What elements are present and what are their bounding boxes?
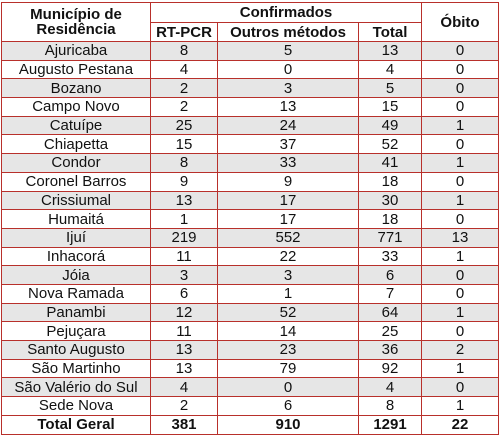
cell-total: 18 xyxy=(359,172,422,191)
cell-rt-pcr: 4 xyxy=(151,60,218,79)
cell-outros-metodos: 3 xyxy=(218,266,359,285)
table-row xyxy=(2,378,499,397)
cell-municipio: São Martinho xyxy=(2,359,151,378)
table-row xyxy=(2,42,499,61)
cell-obito: 1 xyxy=(422,191,499,210)
cell-outros-metodos: 3 xyxy=(218,79,359,98)
table-row xyxy=(2,303,499,322)
cell-rt-pcr: 12 xyxy=(151,303,218,322)
cell-municipio: Condor xyxy=(2,154,151,173)
cell-total: 49 xyxy=(359,116,422,135)
cell-rt-pcr: 2 xyxy=(151,79,218,98)
covid-cases-table xyxy=(1,2,499,435)
cell-municipio: Pejuçara xyxy=(2,322,151,341)
cell-obito: 1 xyxy=(422,397,499,416)
footer-rt-pcr: 381 xyxy=(151,415,218,434)
table-body xyxy=(2,42,499,416)
cell-obito: 1 xyxy=(422,116,499,135)
cell-outros-metodos: 37 xyxy=(218,135,359,154)
cell-municipio: Sede Nova xyxy=(2,397,151,416)
table-row xyxy=(2,266,499,285)
cell-obito: 0 xyxy=(422,284,499,303)
table-row xyxy=(2,284,499,303)
table-row xyxy=(2,359,499,378)
cell-total: 18 xyxy=(359,210,422,229)
cell-rt-pcr: 11 xyxy=(151,322,218,341)
table-row xyxy=(2,172,499,191)
cell-municipio: Bozano xyxy=(2,79,151,98)
cell-rt-pcr: 8 xyxy=(151,154,218,173)
cell-municipio: Ijuí xyxy=(2,228,151,247)
footer-label: Total Geral xyxy=(2,415,151,434)
cell-municipio: Santo Augusto xyxy=(2,341,151,360)
cell-rt-pcr: 13 xyxy=(151,341,218,360)
cell-rt-pcr: 13 xyxy=(151,359,218,378)
footer-outros-metodos: 910 xyxy=(218,415,359,434)
cell-rt-pcr: 1 xyxy=(151,210,218,229)
table-row xyxy=(2,397,499,416)
cell-outros-metodos: 22 xyxy=(218,247,359,266)
table-row xyxy=(2,116,499,135)
cell-outros-metodos: 552 xyxy=(218,228,359,247)
cell-total: 8 xyxy=(359,397,422,416)
table-row xyxy=(2,60,499,79)
table-row xyxy=(2,98,499,117)
cell-rt-pcr: 13 xyxy=(151,191,218,210)
table-row xyxy=(2,191,499,210)
cell-outros-metodos: 24 xyxy=(218,116,359,135)
cell-rt-pcr: 25 xyxy=(151,116,218,135)
cell-municipio: Humaitá xyxy=(2,210,151,229)
header-municipio: Município de Residência xyxy=(2,3,151,42)
covid-cases-table-container xyxy=(1,2,499,435)
cell-obito: 0 xyxy=(422,60,499,79)
cell-total: 33 xyxy=(359,247,422,266)
cell-municipio: Jóia xyxy=(2,266,151,285)
cell-municipio: Coronel Barros xyxy=(2,172,151,191)
cell-obito: 0 xyxy=(422,172,499,191)
cell-obito: 0 xyxy=(422,210,499,229)
cell-rt-pcr: 219 xyxy=(151,228,218,247)
table-header xyxy=(2,3,499,42)
header-obito: Óbito xyxy=(422,3,499,42)
cell-total: 771 xyxy=(359,228,422,247)
cell-obito: 0 xyxy=(422,266,499,285)
cell-total: 36 xyxy=(359,341,422,360)
cell-municipio: Chiapetta xyxy=(2,135,151,154)
cell-municipio: Ajuricaba xyxy=(2,42,151,61)
cell-municipio: Inhacorá xyxy=(2,247,151,266)
cell-total: 5 xyxy=(359,79,422,98)
cell-obito: 0 xyxy=(422,98,499,117)
header-confirmados: Confirmados xyxy=(151,3,422,23)
cell-outros-metodos: 52 xyxy=(218,303,359,322)
cell-obito: 0 xyxy=(422,79,499,98)
cell-outros-metodos: 23 xyxy=(218,341,359,360)
cell-municipio: São Valério do Sul xyxy=(2,378,151,397)
cell-rt-pcr: 11 xyxy=(151,247,218,266)
cell-outros-metodos: 0 xyxy=(218,378,359,397)
table-row xyxy=(2,341,499,360)
cell-municipio: Panambi xyxy=(2,303,151,322)
cell-total: 7 xyxy=(359,284,422,303)
cell-municipio: Crissiumal xyxy=(2,191,151,210)
cell-total: 6 xyxy=(359,266,422,285)
cell-rt-pcr: 6 xyxy=(151,284,218,303)
cell-obito: 0 xyxy=(422,378,499,397)
cell-outros-metodos: 17 xyxy=(218,210,359,229)
cell-obito: 1 xyxy=(422,154,499,173)
cell-municipio: Catuípe xyxy=(2,116,151,135)
cell-total: 41 xyxy=(359,154,422,173)
cell-obito: 1 xyxy=(422,303,499,322)
header-total: Total xyxy=(359,23,422,42)
cell-total: 4 xyxy=(359,60,422,79)
cell-rt-pcr: 2 xyxy=(151,98,218,117)
table-row xyxy=(2,210,499,229)
table-row xyxy=(2,135,499,154)
cell-rt-pcr: 3 xyxy=(151,266,218,285)
cell-rt-pcr: 4 xyxy=(151,378,218,397)
table-row xyxy=(2,154,499,173)
cell-obito: 2 xyxy=(422,341,499,360)
cell-rt-pcr: 9 xyxy=(151,172,218,191)
header-rt-pcr: RT-PCR xyxy=(151,23,218,42)
cell-outros-metodos: 13 xyxy=(218,98,359,117)
table-footer xyxy=(2,415,499,434)
cell-obito: 13 xyxy=(422,228,499,247)
cell-total: 15 xyxy=(359,98,422,117)
table-row xyxy=(2,79,499,98)
cell-outros-metodos: 5 xyxy=(218,42,359,61)
cell-outros-metodos: 17 xyxy=(218,191,359,210)
cell-obito: 0 xyxy=(422,42,499,61)
cell-outros-metodos: 0 xyxy=(218,60,359,79)
cell-total: 64 xyxy=(359,303,422,322)
cell-outros-metodos: 9 xyxy=(218,172,359,191)
footer-obito: 22 xyxy=(422,415,499,434)
cell-obito: 0 xyxy=(422,135,499,154)
table-row xyxy=(2,322,499,341)
cell-total: 92 xyxy=(359,359,422,378)
cell-total: 4 xyxy=(359,378,422,397)
cell-rt-pcr: 8 xyxy=(151,42,218,61)
cell-municipio: Augusto Pestana xyxy=(2,60,151,79)
cell-obito: 0 xyxy=(422,322,499,341)
table-row xyxy=(2,247,499,266)
cell-outros-metodos: 79 xyxy=(218,359,359,378)
cell-municipio: Nova Ramada xyxy=(2,284,151,303)
cell-obito: 1 xyxy=(422,247,499,266)
table-row xyxy=(2,228,499,247)
cell-total: 52 xyxy=(359,135,422,154)
cell-rt-pcr: 15 xyxy=(151,135,218,154)
cell-total: 13 xyxy=(359,42,422,61)
cell-obito: 1 xyxy=(422,359,499,378)
cell-outros-metodos: 1 xyxy=(218,284,359,303)
footer-total: 1291 xyxy=(359,415,422,434)
cell-total: 25 xyxy=(359,322,422,341)
cell-outros-metodos: 33 xyxy=(218,154,359,173)
cell-outros-metodos: 6 xyxy=(218,397,359,416)
header-outros-metodos: Outros métodos xyxy=(218,23,359,42)
cell-rt-pcr: 2 xyxy=(151,397,218,416)
cell-outros-metodos: 14 xyxy=(218,322,359,341)
cell-municipio: Campo Novo xyxy=(2,98,151,117)
cell-total: 30 xyxy=(359,191,422,210)
total-geral-row xyxy=(2,415,499,434)
